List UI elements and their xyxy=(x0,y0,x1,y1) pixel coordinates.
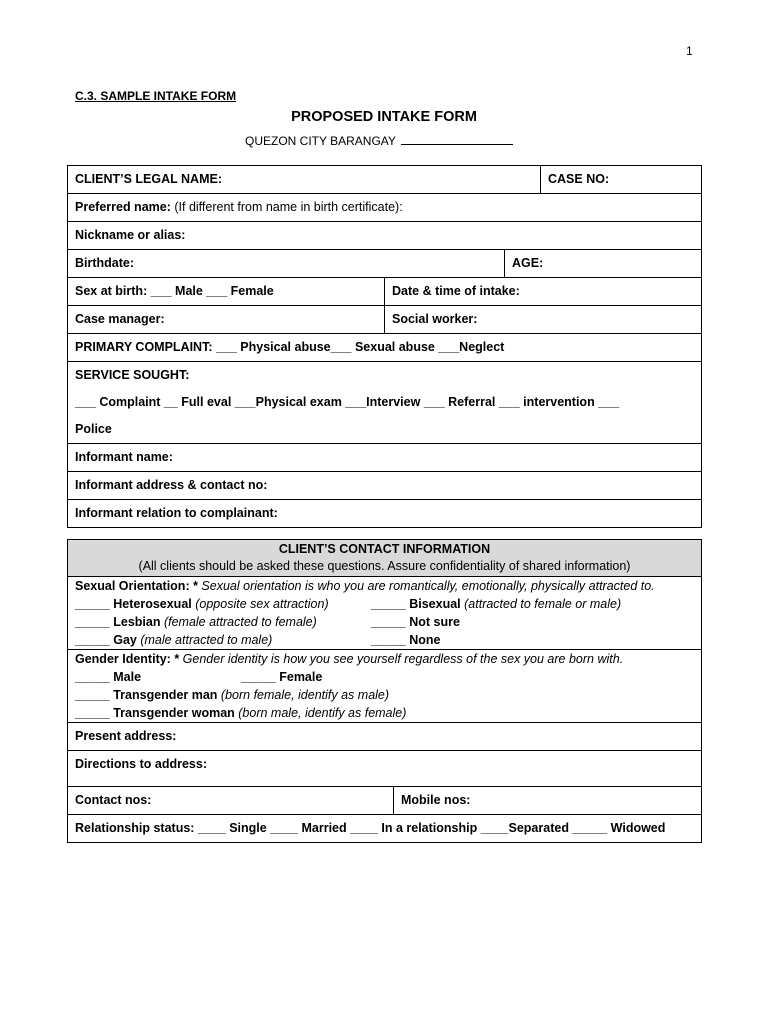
case-no-field[interactable]: CASE NO: xyxy=(541,166,702,194)
gender-identity-field[interactable] xyxy=(68,650,702,723)
primary-complaint-field[interactable]: PRIMARY COMPLAINT: ___ Physical abuse___ Sexual abuse ___Neglect xyxy=(68,334,702,362)
contact-info-table xyxy=(67,539,702,843)
barangay-blank[interactable] xyxy=(401,133,513,145)
orientation-heterosexual[interactable]: _____ Heterosexual (opposite sex attraction) xyxy=(75,597,329,611)
orientation-label: Sexual Orientation: * xyxy=(75,579,198,593)
preferred-name-note: (If different from name in birth certificate): xyxy=(174,200,403,214)
gender-male[interactable]: _____ Male xyxy=(75,670,142,684)
orientation-not-sure[interactable]: _____ Not sure xyxy=(371,615,460,629)
informant-name-field[interactable]: Informant name: xyxy=(68,444,702,472)
orientation-gay[interactable]: _____ Gay (male attracted to male) xyxy=(75,633,273,647)
nickname-field[interactable]: Nickname or alias: xyxy=(68,222,702,250)
gender-transgender-man[interactable]: _____ Transgender man (born female, identify as male) xyxy=(75,688,390,702)
gender-transgender-woman[interactable]: _____ Transgender woman (born male, identify as female) xyxy=(75,706,407,720)
informant-address-field[interactable]: Informant address & contact no: xyxy=(68,472,702,500)
intake-datetime-field[interactable]: Date & time of intake: xyxy=(385,278,702,306)
barangay-line xyxy=(245,133,513,148)
sexual-orientation-field[interactable] xyxy=(68,577,702,650)
service-sought-field[interactable] xyxy=(68,362,702,444)
orientation-note: Sexual orientation is who you are romantically, emotionally, physically attracted to. xyxy=(197,579,655,593)
service-sought-label: SERVICE SOUGHT: xyxy=(75,368,190,382)
present-address-field[interactable]: Present address: xyxy=(68,723,702,751)
sex-at-birth-field[interactable]: Sex at birth: ___ Male ___ Female xyxy=(68,278,385,306)
contact-nos-field[interactable]: Contact nos: xyxy=(68,787,394,815)
form-title xyxy=(0,109,768,125)
age-field[interactable]: AGE: xyxy=(505,250,702,278)
case-manager-field[interactable]: Case manager: xyxy=(68,306,385,334)
orientation-bisexual[interactable]: _____ Bisexual (attracted to female or male) xyxy=(371,597,622,611)
contact-header-note: (All clients should be asked these questions. Assure confidentiality of shared information) xyxy=(138,559,631,573)
gender-note: Gender identity is how you see yourself regardless of the sex you are born with. xyxy=(179,652,624,666)
page-number: 1 xyxy=(686,44,693,58)
section-label: C.3. SAMPLE INTAKE FORM xyxy=(75,89,237,103)
gender-female[interactable]: _____ Female xyxy=(241,670,323,684)
service-options: ___ Complaint __ Full eval ___Physical exam ___Interview ___ Referral ___ intervention ___ xyxy=(75,395,620,409)
birthdate-field[interactable]: Birthdate: xyxy=(68,250,505,278)
barangay-label: QUEZON CITY BARANGAY xyxy=(245,134,396,148)
mobile-nos-field[interactable]: Mobile nos: xyxy=(394,787,702,815)
social-worker-field[interactable]: Social worker: xyxy=(385,306,702,334)
contact-header xyxy=(68,540,702,577)
client-info-table xyxy=(67,165,702,528)
informant-relation-field[interactable]: Informant relation to complainant: xyxy=(68,500,702,528)
preferred-name-field[interactable] xyxy=(68,194,702,222)
relationship-status-field[interactable]: Relationship status: ____ Single ____ Married ____ In a relationship ____Separated _____ Widowed xyxy=(68,815,702,843)
directions-field[interactable]: Directions to address: xyxy=(68,751,702,787)
gender-label: Gender Identity: * xyxy=(75,652,180,666)
service-police: Police xyxy=(75,422,112,436)
orientation-none[interactable]: _____ None xyxy=(371,633,441,647)
orientation-lesbian[interactable]: _____ Lesbian (female attracted to female) xyxy=(75,615,317,629)
legal-name-field[interactable]: CLIENT’S LEGAL NAME: xyxy=(68,166,541,194)
contact-header-title: CLIENT’S CONTACT INFORMATION xyxy=(278,542,491,556)
preferred-name-label: Preferred name: xyxy=(75,200,171,214)
form-title-text: PROPOSED INTAKE FORM xyxy=(291,109,477,125)
